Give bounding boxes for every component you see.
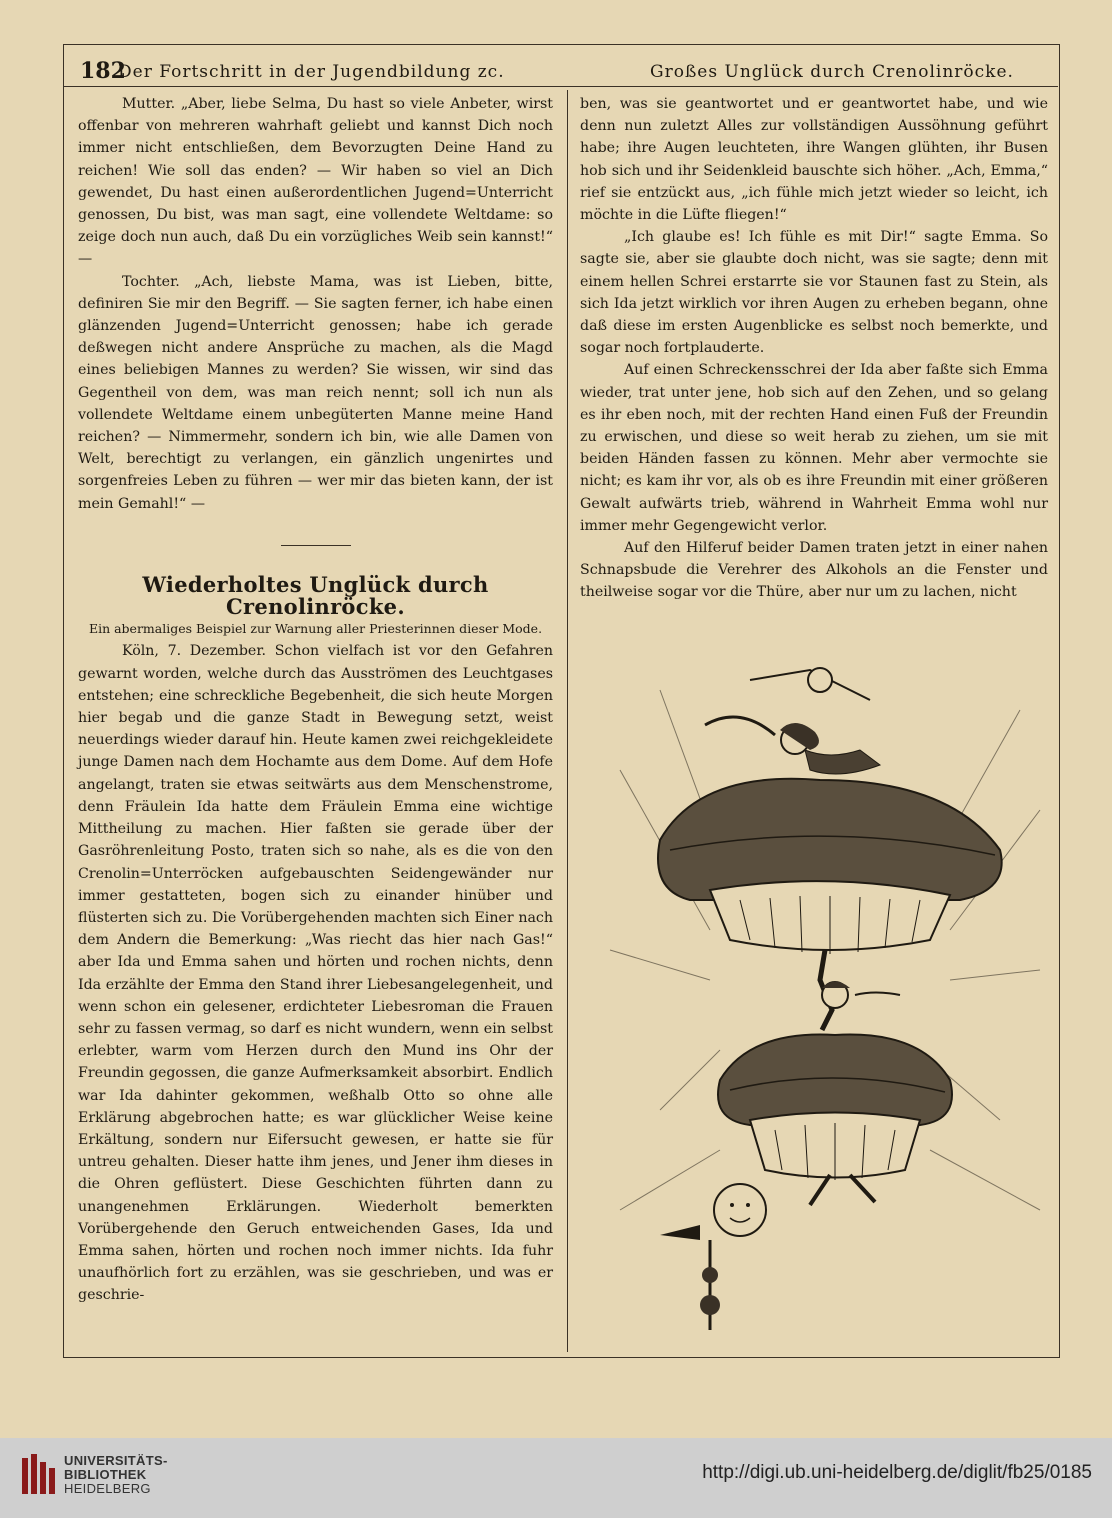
dialogue-daughter: Tochter. „Ach, liebste Mama, was ist Lieben, bitte, definiren Sie mir den Begriff. — Sie sagten ferner, ich habe einen glänzenden Jugend=Unterricht genossen; habe ich gerade deßwegen nicht andere Ansprüche zu machen, als die Magd eines beliebigen Mannes zu werden? Sie wissen, wir sind das Gegentheil von dem, was man reich nennt; soll ich nun als vollendete Weltdame einem unbegüterten Manne meine Hand reichen? — Nimmermehr, sondern ich bin, wie alle Damen von Welt, berechtigt zu verlangen, ein gänzlich ungenirtes und sorgenfreies Leben zu führen — wer mir das bieten kann, der ist mein Gemahl!“ — [78,273,553,512]
permalink-url[interactable]: http://digi.ub.uni-heidelberg.de/diglit/fb25/0185 [702,1462,1092,1483]
university-library-logo-icon [18,1452,58,1500]
column-divider [567,90,568,1352]
article-paragraph: „Ich glaube es! Ich fühle es mit Dir!“ sagte Emma. So sagte sie, aber sie glaubte doch nicht, was sie sagte; denn mit einem hellen Schrei erstarrte sie vor Staunen fast zu Stein, als sich Ida jetzt wirklich vor ihren Augen zu erheben begann, ohne daß diese im ersten Augenblicke es selbst noch bemerkte, und sogar noch fortplauderte. [580,229,1048,357]
running-head-right: Großes Unglück durch Crenolinröcke. [650,62,1014,82]
footer-bar [0,1438,1112,1518]
sun-weathervane [660,1184,766,1330]
upper-lady [658,668,1002,954]
lower-lady [718,982,952,1206]
running-head-left: Der Fortschritt in der Jugendbildung zc. [118,62,505,82]
dialogue-mother: Mutter. „Aber, liebe Selma, Du hast so viele Anbeter, wirst offenbar von mehreren wahrhaft geliebt und kannst Dich noch immer nicht entschließen, dem Bevorzugten Deine Hand zu reichen! Wie soll das enden? — Wir haben so viel an Dich gewendet, Du hast einen außerordentlichen Jugend=Unterricht genossen, Du bist, was man sagt, eine vollendete Weltdame: so zeige doch nun auch, daß Du ein vorzügliches Weib sein kannst!“ — [78,96,553,268]
right-column [580,93,1048,604]
library-name-line3: HEIDELBERG [64,1481,151,1496]
library-name-line2: BIBLIOTHEK [64,1467,147,1482]
article-paragraph: Köln, 7. Dezember. Schon vielfach ist vor den Gefahren gewarnt worden, welche durch das Ausströmen des Leuchtgases entstehen; eine schreckliche Begebenheit, die sich heute Morgen hier begab und die ganze Stadt in Bewegung setzt, weist neuerdings wieder darauf hin. Heute kamen zwei reichgekleidete junge Damen nach dem Hochamte aus dem Dome. Auf dem Hofe angelangt, traten sie etwas seitwärts aus dem Menschenstrome, denn Fräulein Ida hatte dem Fräulein Emma eine wichtige Mittheilung zu machen. Hier faßten sie gerade über der Gasröhrenleitung Posto, traten sich so nahe, als es die von den Crenolin=Unterröcken aufgebauschten Seidengewänder nur immer gestatteten, bogen sich zu einander hinüber und flüsterten sich zu. Die Vorübergehenden machten sich Einer nach dem Andern die Bemerkung: „Was riecht das hier nach Gas!“ aber Ida und Emma sahen und hörten und rochen nichts, denn Ida erzählte der Emma den Stand ihrer Liebesangelegenheit, und wenn schon ein gelesener, erdichteter Liebesroman die Frauen sehr zu fassen vermag, so darf es nicht wundern, wenn ein selbst erlebter, warm vom Herzen durch den Mund ins Ohr der Freundin gegossen, die ganze Aufmerksamkeit absorbirt. Endlich war Ida dahinter gekommen, weßhalb Otto so ohne alle Erklärung abgebrochen hatte; es war glücklicher Weise keine Erkältung, sondern nur Eifersucht gewesen, er hatte sie für untreu gehalten. Dieser hatte ihm jenes, und Jener ihm dieses in die Ohren geflüstert. Diese Geschichten führten dann zu unangenehmen Erklärungen. Wiederholt bemerkten Vorübergehende den Geruch entweichenden Gases, Ida und Emma sahen, hörten und rochen noch immer nichts. Ida fuhr unaufhörlich fort zu erzählen, was sie geschrieben, und was er geschrie- [78,643,553,1304]
header-rule [63,86,1058,87]
article-paragraph: Auf einen Schreckensschrei der Ida aber faßte sich Emma wieder, trat unter jene, hob sich auf den Zehen, und so gelang es ihr eben noch, mit der rechten Hand einen Fuß der Freundin zu erwischen, und diese so weit herab zu ziehen, um sie mit beiden Händen fassen zu können. Mehr aber vermochte sie nicht; es kam ihr vor, als ob es ihre Freundin mit einer größeren Gewalt aufwärts trieb, während in Wahrheit Emma wohl nur immer mehr Gegengewicht verlor. [580,362,1048,534]
article-paragraph: ben, was sie geantwortet und er geantwortet habe, und wie denn nun zuletzt Alles zur vollständigen Aussöhnung geführt habe; ihre Augen leuchteten, ihre Wangen glühten, ihr Busen hob sich und ihr Seidenkleid bauschte sich höher. „Ach, Emma,“ rief sie entzückt aus, „ich fühle mich jetzt wieder so leicht, ich möchte in die Lüfte fliegen!“ [580,96,1048,224]
left-column [78,93,553,1307]
section-separator [281,545,351,546]
illustration-floating-ladies [600,650,1050,1330]
library-name-line1: UNIVERSITÄTS- [64,1453,168,1468]
article-paragraph: Auf den Hilferuf beider Damen traten jetzt in einer nahen Schnapsbude die Verehrer des Alkohols an die Fenster und theilweise sogar vor die Thüre, aber nur um zu lachen, nicht [580,540,1048,601]
article-title: Wiederholtes Unglück durch Crenolinröcke. [142,571,489,620]
page-number: 182 [80,58,126,84]
library-name [64,1454,168,1496]
article-subtitle: Ein abermaliges Beispiel zur Warnung aller Priesterinnen dieser Mode. [88,621,543,637]
